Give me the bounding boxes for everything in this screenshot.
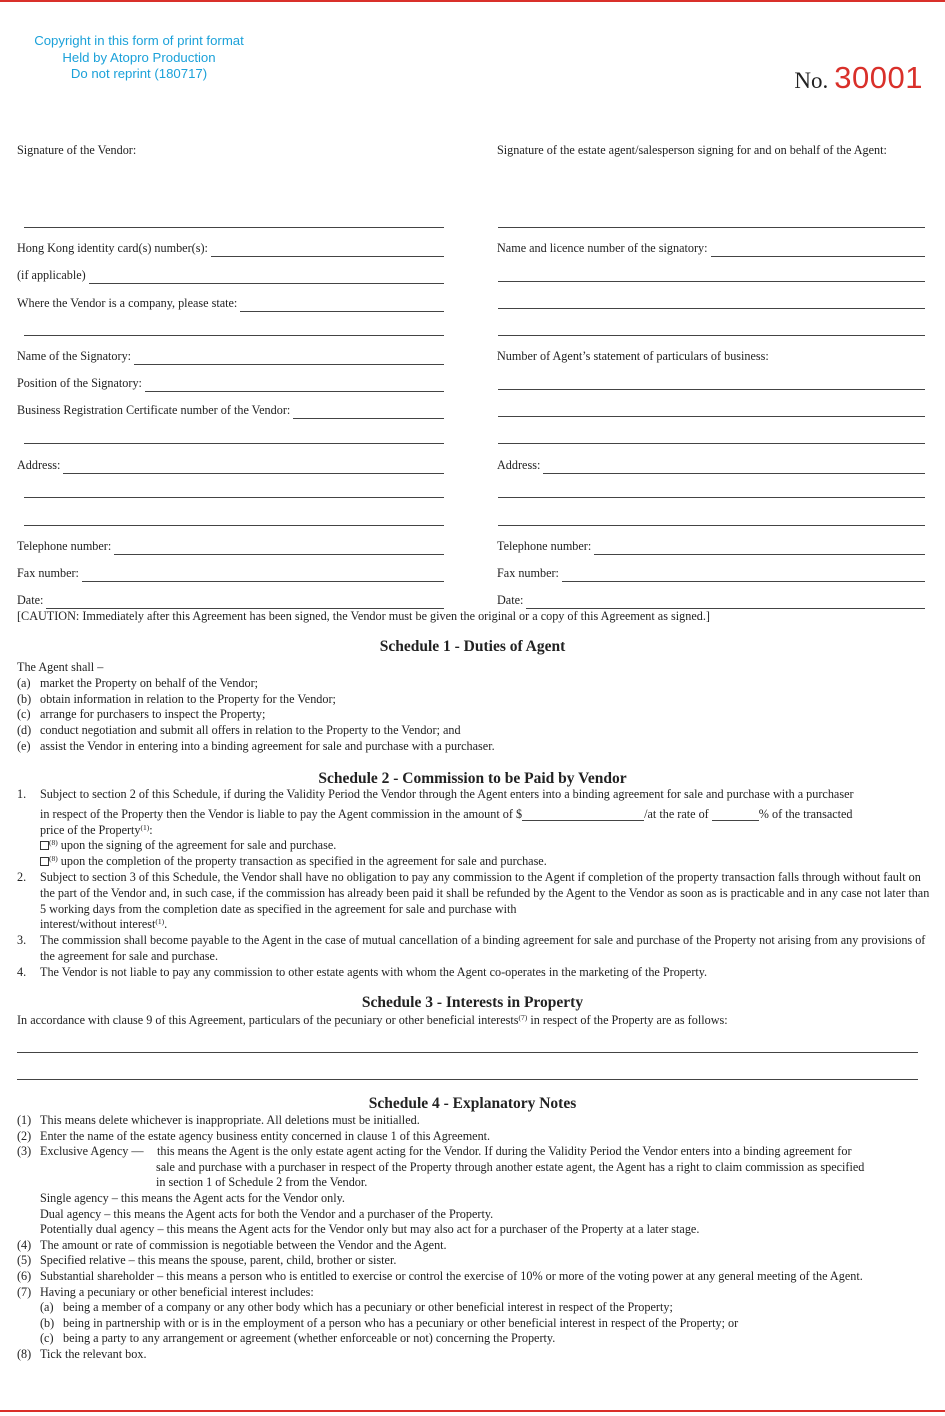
agent-statement-line-1[interactable] bbox=[498, 389, 925, 390]
vendor-fax-label: Fax number: bbox=[17, 566, 79, 581]
schedule-2-item-1: 1. Subject to section 2 of this Schedule, if during the Validity Period the Vendor through the Agent enters into a binding agreement for sale and purchase with a purchaser in respect of the Property then the Vendor is liable to pay the Agent commission in the amount of $ /at the rate of % of the transacted price of the Property$^{(1)}$: $^{(8)}$ upon the signing of the agreement for sale and purchase. $^{(8)}$ upon the completion of the property transaction as specified in the agreement for sale and purchase. bbox=[17, 787, 854, 869]
vendor-signatory-position-label: Position of the Signatory: bbox=[17, 376, 142, 391]
vendor-fax-input-line[interactable] bbox=[82, 570, 444, 582]
schedule-1-intro: The Agent shall – bbox=[17, 660, 104, 674]
vendor-fax-field[interactable] bbox=[17, 565, 444, 582]
vendor-date-label: Date: bbox=[17, 593, 44, 608]
vendor-hkid-input-line[interactable] bbox=[211, 245, 444, 257]
vendor-address-input-line[interactable] bbox=[63, 462, 444, 474]
vendor-telephone-label: Telephone number: bbox=[17, 539, 112, 554]
document-number-label: No. bbox=[794, 68, 829, 93]
vendor-address-line-3[interactable] bbox=[24, 525, 444, 526]
schedule-1-item: (c) arrange for purchasers to inspect the Property; bbox=[17, 707, 266, 722]
top-border-line bbox=[0, 0, 945, 2]
schedule-1-body bbox=[17, 660, 932, 755]
agent-address-line-2[interactable] bbox=[498, 497, 925, 498]
vendor-hkid-field[interactable] bbox=[17, 240, 444, 257]
document-number bbox=[794, 58, 923, 98]
agent-statement-line-3[interactable] bbox=[498, 443, 925, 444]
vendor-hkid-label: Hong Kong identity card(s) number(s): bbox=[17, 241, 208, 256]
vendor-date-field[interactable] bbox=[17, 592, 444, 609]
agent-fax-label: Fax number: bbox=[497, 566, 559, 581]
vendor-address-label: Address: bbox=[17, 458, 61, 473]
schedule-1-item: (a) market the Property on behalf of the Vendor; bbox=[17, 675, 259, 690]
copyright-line-2: Held by Atopro Production bbox=[62, 49, 216, 65]
vendor-brc-field[interactable] bbox=[17, 402, 444, 419]
schedule-1-item: (e) assist the Vendor in entering into a binding agreement for sale and purchase with a purchaser. bbox=[17, 738, 495, 753]
copyright-line-1: Copyright in this form of print format bbox=[34, 33, 244, 48]
note-6: (6) Substantial shareholder – this means a person who is entitled to exercise or control the exercise of 10% or more of the voting power at any general meeting of the Agent. bbox=[17, 1268, 863, 1283]
vendor-signatory-position-input-line[interactable] bbox=[145, 380, 444, 392]
vendor-signatory-name-input-line[interactable] bbox=[134, 353, 444, 365]
vendor-address-line-2[interactable] bbox=[24, 497, 444, 498]
note-8: (8) Tick the relevant box. bbox=[17, 1346, 147, 1361]
bottom-border-line bbox=[0, 1410, 945, 1412]
vendor-address-field[interactable] bbox=[17, 457, 444, 474]
schedule-1-title: Schedule 1 - Duties of Agent bbox=[379, 638, 566, 655]
option-completion-checkbox[interactable] bbox=[40, 857, 49, 866]
vendor-signature-line[interactable] bbox=[24, 227, 444, 228]
caution-notice: [CAUTION: Immediately after this Agreement has been signed, the Vendor must be given the original or a copy of this Agreement as signed.] bbox=[17, 609, 710, 623]
vendor-telephone-input-line[interactable] bbox=[114, 543, 444, 555]
agent-fax-field[interactable] bbox=[497, 565, 925, 582]
vendor-date-input-line[interactable] bbox=[46, 597, 444, 609]
vendor-brc-extra-line[interactable] bbox=[24, 443, 444, 444]
schedule-2-item-3: 3. The commission shall become payable to the Agent in the case of mutual cancellation of a binding agreement for sale and purchase of the Property not arising from any provisions of the agreement for sale and purchase. bbox=[17, 933, 926, 963]
vendor-company-field[interactable] bbox=[17, 295, 444, 312]
vendor-brc-input-line[interactable] bbox=[293, 407, 444, 419]
note-7: (7) Having a pecuniary or other beneficial interest includes: (a) being a member of a company or any other body which has a pecuniary or other beneficial interest in respect of the Property; (b) being in partnership with or is in the employment of a person who has a pecuniary or other beneficial interest in respect of the Property; or (c) being a party to any arrangement or agreement (whether enforceable or not) concerning the Property. bbox=[17, 1285, 932, 1347]
schedule-3-text: In accordance with clause 9 of this Agreement, particulars of the pecuniary or other beneficial interests$^{(7)}$ in respect of the Property are as follows: bbox=[17, 1013, 728, 1027]
vendor-if-applicable-field[interactable] bbox=[17, 267, 444, 284]
vendor-telephone-field[interactable] bbox=[17, 538, 444, 555]
agent-address-input-line[interactable] bbox=[543, 462, 925, 474]
vendor-company-input-line[interactable] bbox=[240, 300, 444, 312]
option-signing-checkbox[interactable] bbox=[40, 841, 49, 850]
agent-name-licence-label: Name and licence number of the signatory: bbox=[497, 241, 708, 256]
schedule-1-item: (d) conduct negotiation and submit all offers in relation to the Property to the Vendor; and bbox=[17, 723, 461, 738]
agent-name-licence-field[interactable] bbox=[497, 240, 925, 257]
document-number-value: 30001 bbox=[834, 60, 923, 95]
schedule-4-body bbox=[17, 1113, 932, 1363]
agent-telephone-field[interactable] bbox=[497, 538, 925, 555]
agent-address-label: Address: bbox=[497, 458, 541, 473]
commission-amount-input[interactable] bbox=[522, 809, 644, 821]
agent-name-line-4[interactable] bbox=[498, 335, 925, 336]
note-5: (5) Specified relative – this means the spouse, parent, child, brother or sister. bbox=[17, 1253, 397, 1268]
agent-signature-line[interactable] bbox=[498, 227, 925, 228]
schedule-4-title: Schedule 4 - Explanatory Notes bbox=[368, 1095, 577, 1112]
agent-fax-input-line[interactable] bbox=[562, 570, 925, 582]
agent-telephone-input-line[interactable] bbox=[594, 543, 925, 555]
agent-statement-line-2[interactable] bbox=[498, 416, 925, 417]
copyright-line-3: Do not reprint (180717) bbox=[70, 66, 208, 81]
vendor-signatory-name-field[interactable] bbox=[17, 348, 444, 365]
agent-address-line-3[interactable] bbox=[498, 525, 925, 526]
schedule-3-title: Schedule 3 - Interests in Property bbox=[361, 994, 584, 1011]
note-7-item: (c) being a party to any arrangement or agreement (whether enforceable or not) concerning the Property. bbox=[40, 1331, 556, 1346]
agent-address-field[interactable] bbox=[497, 457, 925, 474]
schedule-1-item: (b) obtain information in relation to the Property for the Vendor; bbox=[17, 691, 336, 706]
agent-date-label: Date: bbox=[497, 593, 524, 608]
agent-date-field[interactable] bbox=[497, 592, 925, 609]
agent-name-licence-input-line[interactable] bbox=[711, 245, 926, 257]
vendor-signatory-name-label: Name of the Signatory: bbox=[17, 349, 132, 364]
copyright-notice bbox=[14, 33, 264, 83]
vendor-if-applicable-label: (if applicable) bbox=[17, 268, 86, 283]
agent-statement-label: Number of Agent’s statement of particulars of business: bbox=[497, 349, 769, 363]
note-3: (3) Exclusive Agency — this means the Agent is the only estate agent acting for the Vendor. If during the Validity Period the Vendor enters into a binding agreement for sale and purchase with a purchaser in respect of the Property through another estate agent, the Agent has a right to claim commission as specified in section 1 of Schedule 2 from the Vendor. Single agency – this means the Agent acts for the Vendor only. Dual agency – this means the Agent acts for both the Vendor and a purchaser of the Property. Potentially dual agency – this means the Agent acts for the Vendor only but may also act for a purchaser of the Property at a later stage. bbox=[17, 1144, 865, 1237]
vendor-signatory-position-field[interactable] bbox=[17, 375, 444, 392]
note-7-item: (a) being a member of a company or any other body which has a pecuniary or other beneficial interest in respect of the Property; bbox=[40, 1300, 673, 1315]
note-1: (1) This means delete whichever is inappropriate. All deletions must be initialled. bbox=[17, 1113, 420, 1127]
agent-name-line-3[interactable] bbox=[498, 308, 925, 309]
schedule-2-item-4: 4. The Vendor is not liable to pay any commission to other estate agents with whom the Agent co-operates in the marketing of the Property. bbox=[17, 964, 708, 979]
note-7-item: (b) being in partnership with or is in the employment of a person who has a pecuniary or other beneficial interest in respect of the Property; or bbox=[40, 1315, 739, 1330]
note-4: (4) The amount or rate of commission is negotiable between the Vendor and the Agent. bbox=[17, 1237, 447, 1252]
vendor-signature-label: Signature of the Vendor: bbox=[17, 143, 137, 157]
agent-date-input-line[interactable] bbox=[526, 597, 925, 609]
agent-telephone-label: Telephone number: bbox=[497, 539, 592, 554]
vendor-if-applicable-input-line[interactable] bbox=[89, 272, 444, 284]
schedule-2-item-2: 2. Subject to section 3 of this Schedule, the Vendor shall have no obligation to pay any commission to the Agent if completion of the property transaction falls through without fault on the part of the Vendor and, in such case, if the commission has already been paid it shall be refunded by the Agent to the Vendor as soon as is practicable and in any case not later than 5 working days from the completion date as specified in the agreement for sale and purchase with interest/without interest$^{(1)}$. bbox=[17, 869, 930, 932]
vendor-company-extra-line[interactable] bbox=[24, 335, 444, 336]
vendor-company-label: Where the Vendor is a company, please state: bbox=[17, 296, 238, 311]
schedule-2-title: Schedule 2 - Commission to be Paid by Vendor bbox=[318, 770, 627, 787]
note-2: (2) Enter the name of the estate agency business entity concerned in clause 1 of this Agreement. bbox=[17, 1128, 491, 1143]
vendor-brc-label: Business Registration Certificate number of the Vendor: bbox=[17, 403, 291, 418]
commission-rate-input[interactable] bbox=[712, 809, 759, 821]
schedule-3-line-2[interactable] bbox=[17, 1079, 918, 1080]
schedule-3-line-1[interactable] bbox=[17, 1052, 918, 1053]
schedule-2-body bbox=[17, 787, 932, 981]
agent-signature-label: Signature of the estate agent/salesperson signing for and on behalf of the Agent: bbox=[497, 143, 887, 157]
agent-name-line-2[interactable] bbox=[498, 281, 925, 282]
